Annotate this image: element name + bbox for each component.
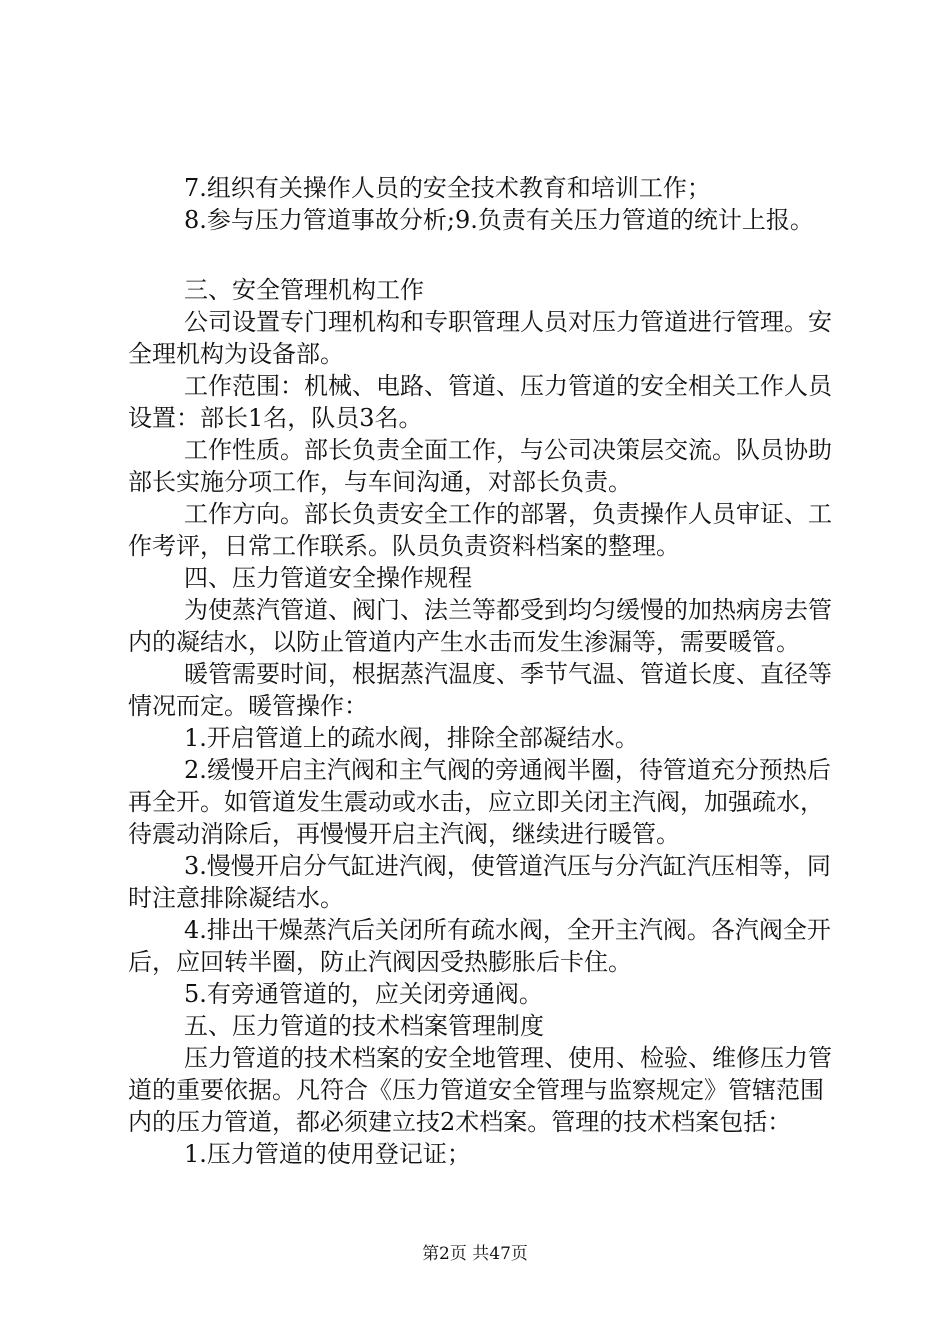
paragraph-step-4: 4.排出干燥蒸汽后关闭所有疏水阀，全开主汽阀。各汽阀全开后，应回转半圈，防止汽阀因受热膨胀后卡住。	[128, 916, 831, 976]
paragraph-item-8-9: 8.参与压力管道事故分析;9.负责有关压力管道的统计上报。	[184, 206, 814, 234]
section-heading-3: 三、安全管理机构工作	[184, 276, 424, 304]
paragraph-warm-time: 暖管需要时间，根据蒸汽温度、季节气温、管道长度、直径等情况而定。暖管操作：	[128, 660, 832, 720]
page-number-label: 第2页 共47页	[422, 1244, 528, 1264]
paragraph-warm-purpose: 为使蒸汽管道、阀门、法兰等都受到均匀缓慢的加热病房去管内的凝结水，以防止管道内产生水击而发生渗漏等，需要暖管。	[128, 596, 832, 656]
paragraph-step-2: 2.缓慢开启主汽阀和主气阀的旁通阀半圈，待管道充分预热后再全开。如管道发生震动或水击，应立即关闭主汽阀，加强疏水，待震动消除后，再慢慢开启主汽阀，继续进行暖管。	[128, 756, 831, 848]
section-heading-5: 五、压力管道的技术档案管理制度	[184, 1012, 544, 1040]
paragraph-item-7: 7.组织有关操作人员的安全技术教育和培训工作；	[184, 174, 711, 202]
paragraph-archive-intro: 压力管道的技术档案的安全地管理、使用、检验、维修压力管道的重要依据。凡符合《压力管道安全管理与监察规定》管辖范围内的压力管道，都必须建立技2术档案。管理的技术档案包括：	[128, 1044, 832, 1136]
paragraph-org-setup: 公司设置专门理机构和专职管理人员对压力管道进行管理。安全理机构为设备部。	[128, 308, 832, 368]
paragraph-work-scope: 工作范围：机械、电路、管道、压力管道的安全相关工作人员设置：部长1名，队员3名。	[128, 372, 832, 432]
page-footer	[0, 1243, 950, 1265]
paragraph-archive-item-1: 1.压力管道的使用登记证；	[184, 1140, 471, 1168]
paragraph-step-3: 3.慢慢开启分气缸进汽阀，使管道汽压与分汽缸汽压相等，同时注意排除凝结水。	[128, 852, 831, 912]
paragraph-work-nature: 工作性质。部长负责全面工作，与公司决策层交流。队员协助部长实施分项工作，与车间沟通，对部长负责。	[128, 436, 832, 496]
section-heading-4: 四、压力管道安全操作规程	[184, 564, 472, 592]
paragraph-step-1: 1.开启管道上的疏水阀，排除全部凝结水。	[184, 724, 639, 752]
paragraph-gap	[128, 236, 840, 274]
paragraph-work-direction: 工作方向。部长负责安全工作的部署，负责操作人员审证、工作考评，日常工作联系。队员负责资料档案的整理。	[128, 500, 832, 560]
paragraph-step-5: 5.有旁通管道的，应关闭旁通阀。	[184, 980, 543, 1008]
document-body	[128, 172, 840, 1170]
